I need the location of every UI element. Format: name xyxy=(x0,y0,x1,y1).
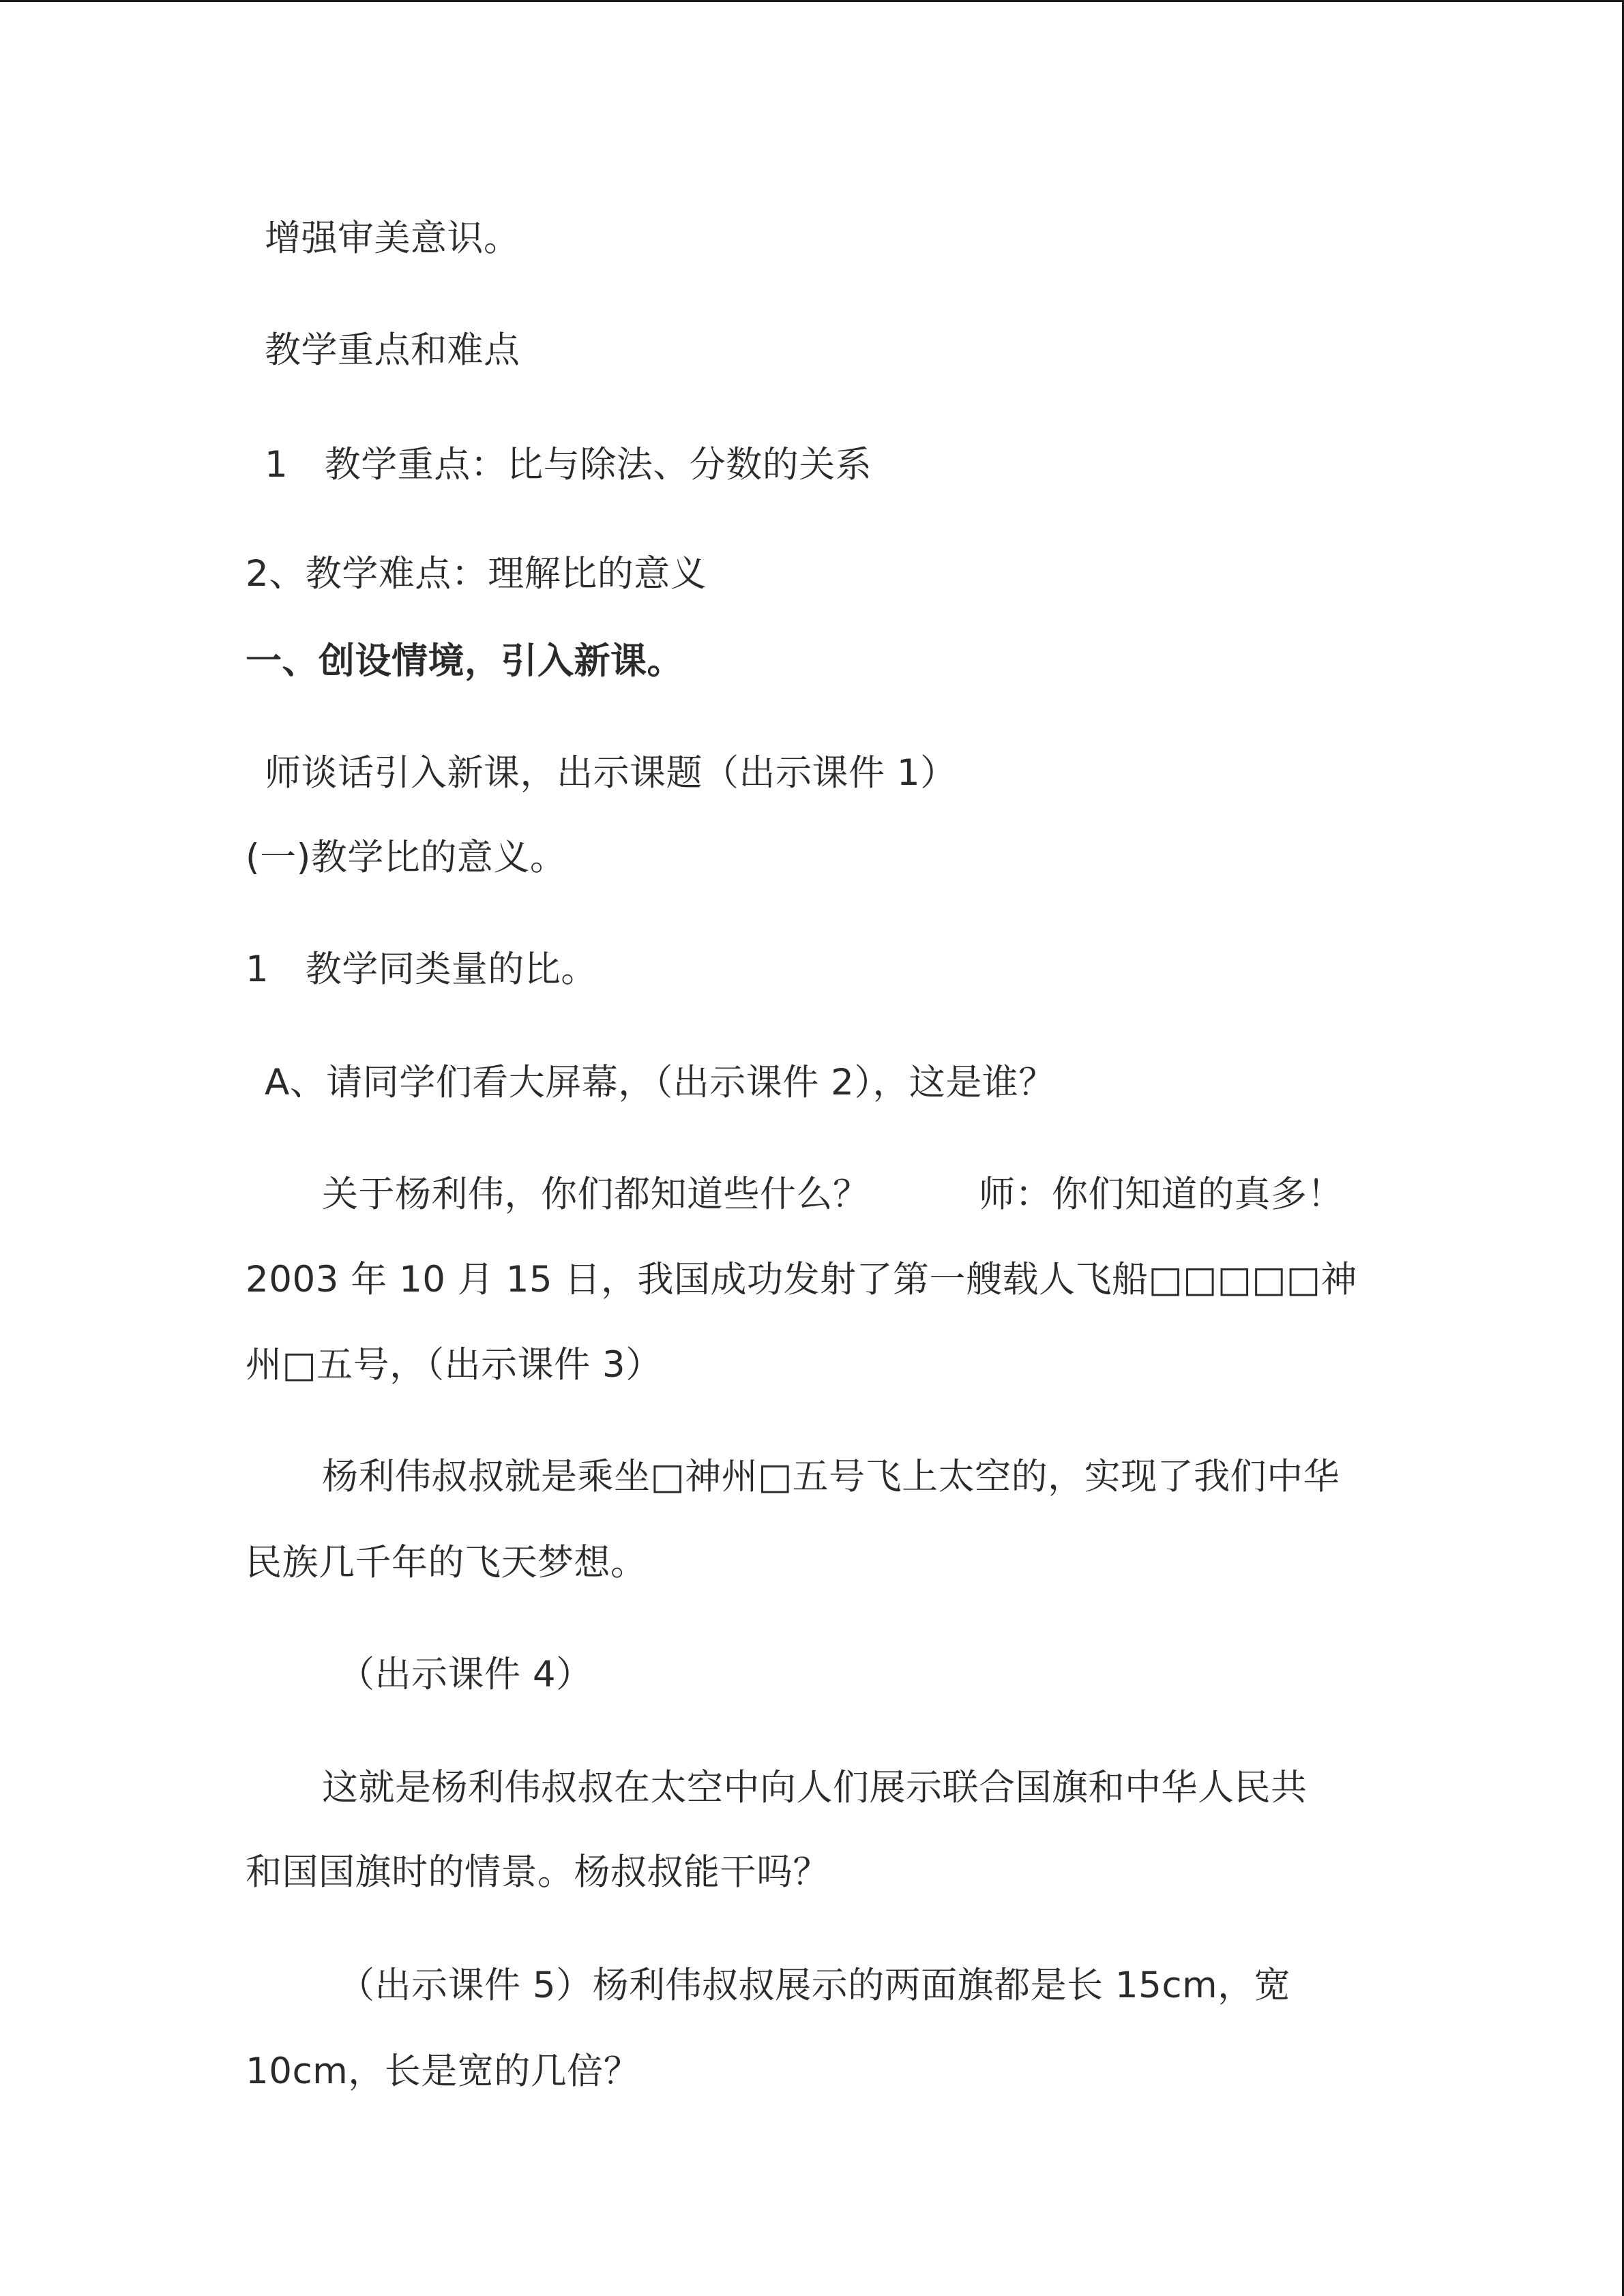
text-line: 2003 年 10 月 15 日，我国成功发射了第一艘载人飞船□□□□□神 xyxy=(246,1259,1357,1300)
text-line: 和国国旗时的情景。杨叔叔能干吗？ xyxy=(246,1851,829,1893)
text-line: 民族几千年的飞天梦想。 xyxy=(246,1542,647,1583)
text-line: 州□五号，（出示课件 3） xyxy=(246,1344,662,1386)
text-line: 增强审美意识。 xyxy=(265,218,520,259)
text-line: 关于杨利伟，你们都知道些什么？ 师：你们知道的真多！ xyxy=(322,1174,1344,1215)
section-heading: 一、创设情境，引入新课。 xyxy=(246,640,683,682)
text-line: （出示课件 5）杨利伟叔叔展示的两面旗都是长 15cm，宽 xyxy=(338,1965,1291,2006)
text-line: 这就是杨利伟叔叔在太空中向人们展示联合国旗和中华人民共 xyxy=(322,1767,1308,1808)
text-line: 1 教学重点：比与除法、分数的关系 xyxy=(265,444,872,486)
text-line: 2、教学难点：理解比的意义 xyxy=(246,553,707,595)
section-heading: 教学重点和难点 xyxy=(265,329,520,371)
text-line: 1 教学同类量的比。 xyxy=(246,949,597,990)
subsection-heading: (一)教学比的意义。 xyxy=(246,837,567,878)
text-line: 杨利伟叔叔就是乘坐□神州□五号飞上太空的，实现了我们中华 xyxy=(322,1456,1340,1497)
text-line: A、请同学们看大屏幕，（出示课件 2），这是谁？ xyxy=(265,1062,1055,1103)
text-line: （出示课件 4） xyxy=(338,1654,593,1695)
text-line: 10cm，长是宽的几倍？ xyxy=(246,2051,640,2092)
text-line: 师谈话引入新课，出示课题（出示课件 1） xyxy=(265,752,957,794)
